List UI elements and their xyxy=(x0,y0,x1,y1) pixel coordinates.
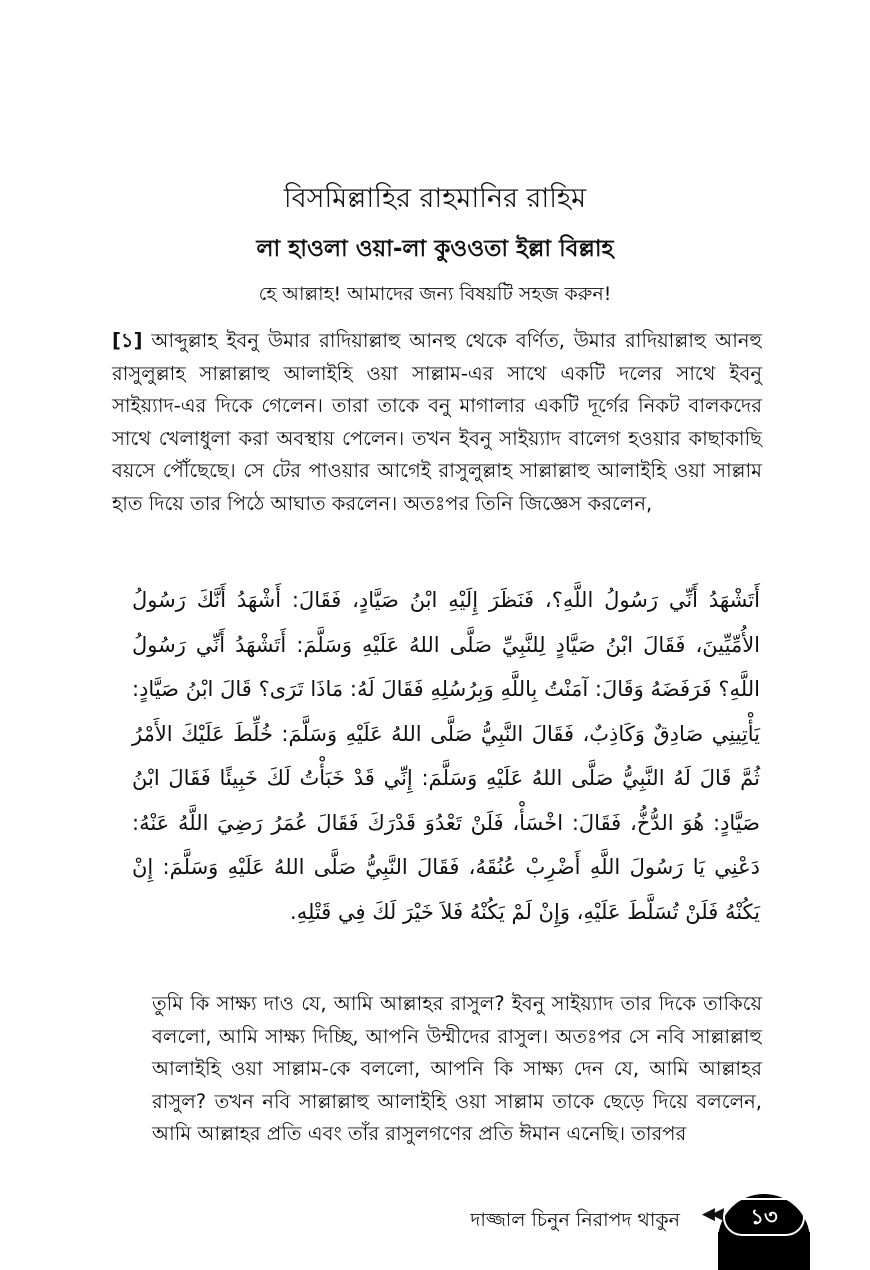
translation-paragraph: তুমি কি সাক্ষ্য দাও যে, আমি আল্লাহর রাসুল? ইবনু সাইয়্যাদ তার দিকে তাকিয়ে বললো, আমি সাক্ষ্য দিচ্ছি, আপনি উম্মীদের রাসুল। অতঃপর সে নবি সাল্লাল্লাহু আলাইহি ওয়া সাল্লাম-কে বললো, আপনি কি সাক্ষ্য দেন যে, আমি আল্লাহর রাসুল? তখন নবি সাল্লাল্লাহু আলাইহি ওয়া সাল্লাম তাকে ছেড়ে দিয়ে বললেন, আমি আল্লাহর প্রতি এবং তাঁর রাসুলগণের প্রতি ঈমান এনেছি। তারপর xyxy=(152,992,762,1145)
hadith-narration-text: আব্দুল্লাহ ইবনু উমার রাদিয়াল্লাহু আনহু থেকে বর্ণিত, উমার রাদিয়াল্লাহু আনহু রাসুলুল্লাহ সাল্লাল্লাহু আলাইহি ওয়া সাল্লাম-এর সাথে একটি দলের সাথে ইবনু সাইয়্যাদ-এর দিকে গেলেন। তারা তাকে বনু মাগালার একটি দূর্গের নিকট বালকদের সাথে খেলাধুলা করা অবস্থায় পেলেন। তখন ইবনু সাইয়্যাদ বালেগ হওয়ার কাছাকাছি বয়সে পৌঁছেছে। সে টের পাওয়ার আগেই রাসুলুল্লাহ সাল্লাল্লাহু আলাইহি ওয়া সাল্লাম হাত দিয়ে তার পিঠে আঘাত করলেন। অতঃপর তিনি জিজ্ঞেস করলেন, xyxy=(112,329,762,515)
page-number-tab-base xyxy=(718,1232,810,1270)
hawla-heading: লা হাওলা ওয়া-লা কুওওতা ইল্লা বিল্লাহ xyxy=(256,236,614,262)
footnote-reference: [১] xyxy=(112,329,143,352)
page-number: ১৩ xyxy=(723,1198,805,1236)
arabic-hadith-text: أَتَشْهَدُ أَنِّي رَسُولُ اللَّهِ؟، فَنَظَرَ إِلَيْهِ ابْنُ صَيَّادٍ، فَقَالَ: أَشْهَدُ أَنَّكَ رَسُولُ الأُمِّيِّينَ، فَقَالَ ابْنُ صَيَّادٍ لِلنَّبِيِّ صَلَّى اللهُ عَلَيْهِ وَسَلَّمَ: أَتَشْهَدُ أَنِّي رَسُولُ اللَّهِ؟ فَرَفَضَهُ وَقَالَ: آمَنْتُ بِاللَّهِ وَبِرُسُلِهِ فَقَالَ لَهُ: مَاذَا تَرَى؟ قَالَ ابْنُ صَيَّادٍ: يَأْتِينِي صَادِقٌ وَكَاذِبٌ، فَقَالَ النَّبِيُّ صَلَّى اللهُ عَلَيْهِ وَسَلَّمَ: خُلِّطَ عَلَيْكَ الأَمْرُ ثُمَّ قَالَ لَهُ النَّبِيُّ صَلَّى اللهُ عَلَيْهِ وَسَلَّمَ: إِنِّي قَدْ خَبَأْتُ لَكَ خَبِيئًا فَقَالَ ابْنُ صَيَّادٍ: هُوَ الدُّخُّ، فَقَالَ: اخْسَأْ، فَلَنْ تَعْدُوَ قَدْرَكَ فَقَالَ عُمَرُ رَضِيَ اللَّهُ عَنْهُ: دَعْنِي يَا رَسُولَ اللَّهِ أَضْرِبْ عُنُقَهُ، فَقَالَ النَّبِيُّ صَلَّى اللهُ عَلَيْهِ وَسَلَّمَ: إِنْ يَكُنْهُ فَلَنْ تُسَلَّطَ عَلَيْهِ، وَإِنْ لَمْ يَكُنْهُ فَلاَ خَيْرَ لَكَ فِي قَتْلِهِ. xyxy=(132,588,760,924)
dua-line: হে আল্লাহ! আমাদের জন্য বিষয়টি সহজ করুন! xyxy=(258,283,612,305)
double-arrow-left-icon: ◀◀ xyxy=(701,1204,720,1224)
hadith-paragraph xyxy=(112,325,762,520)
book-title: দাজ্জাল চিনুন নিরাপদ থাকুন xyxy=(470,1209,680,1231)
bismillah-heading: বিসমিল্লাহির রাহমানির রাহিম xyxy=(283,183,587,214)
page-footer xyxy=(380,1194,870,1270)
